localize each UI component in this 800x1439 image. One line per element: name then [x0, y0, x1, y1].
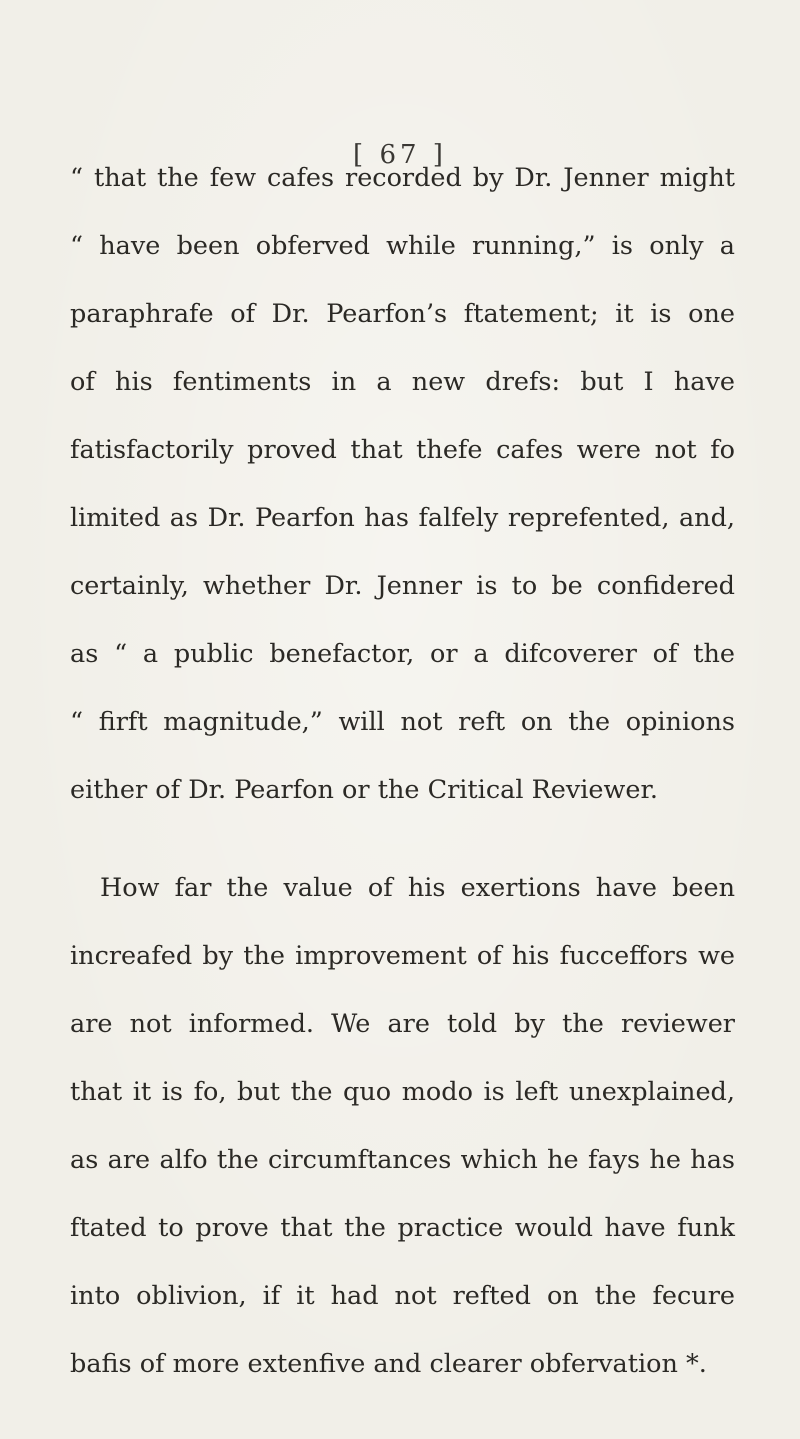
- paragraph-2-line: that it is fo, but the quo modo is left unexplained,: [70, 1077, 735, 1107]
- paragraph-2-line: bafis of more extenfive and clearer obfervation *.: [70, 1349, 707, 1379]
- paragraph-2-line: How far the value of his exertions have been: [100, 873, 735, 903]
- paragraph-1-line: as “ a public benefactor, or a difcoverer of the: [70, 639, 735, 669]
- paragraph-2-line: into oblivion, if it had not refted on the fecure: [70, 1281, 735, 1311]
- paragraph-2-line: ftated to prove that the practice would have funk: [70, 1213, 735, 1243]
- paragraph-1-line: “ firft magnitude,” will not reft on the opinions: [70, 707, 735, 737]
- page-number: [ 67 ]: [353, 140, 447, 170]
- paragraph-1-line: of his fentiments in a new drefs: but I have: [70, 367, 735, 397]
- paragraph-1-line: either of Dr. Pearfon or the Critical Reviewer.: [70, 775, 658, 805]
- paragraph-2-line: increafed by the improvement of his fucceffors we: [70, 941, 735, 971]
- paragraph-1-line: certainly, whether Dr. Jenner is to be confidered: [70, 571, 735, 601]
- paragraph-2-line: are not informed. We are told by the reviewer: [70, 1009, 735, 1039]
- paragraph-1-line: “ have been obferved while running,” is only a: [70, 231, 735, 261]
- paragraph-1-line: fatisfactorily proved that thefe cafes were not fo: [70, 435, 735, 465]
- paragraph-2-line: as are alfo the circumftances which he fays he has: [70, 1145, 735, 1175]
- paragraph-1-line: limited as Dr. Pearfon has falfely reprefented, and,: [70, 503, 735, 533]
- paragraph-1-line: “ that the few cafes recorded by Dr. Jenner might: [70, 163, 735, 193]
- paragraph-1-line: paraphrafe of Dr. Pearfon’s ftatement; it is one: [70, 299, 735, 329]
